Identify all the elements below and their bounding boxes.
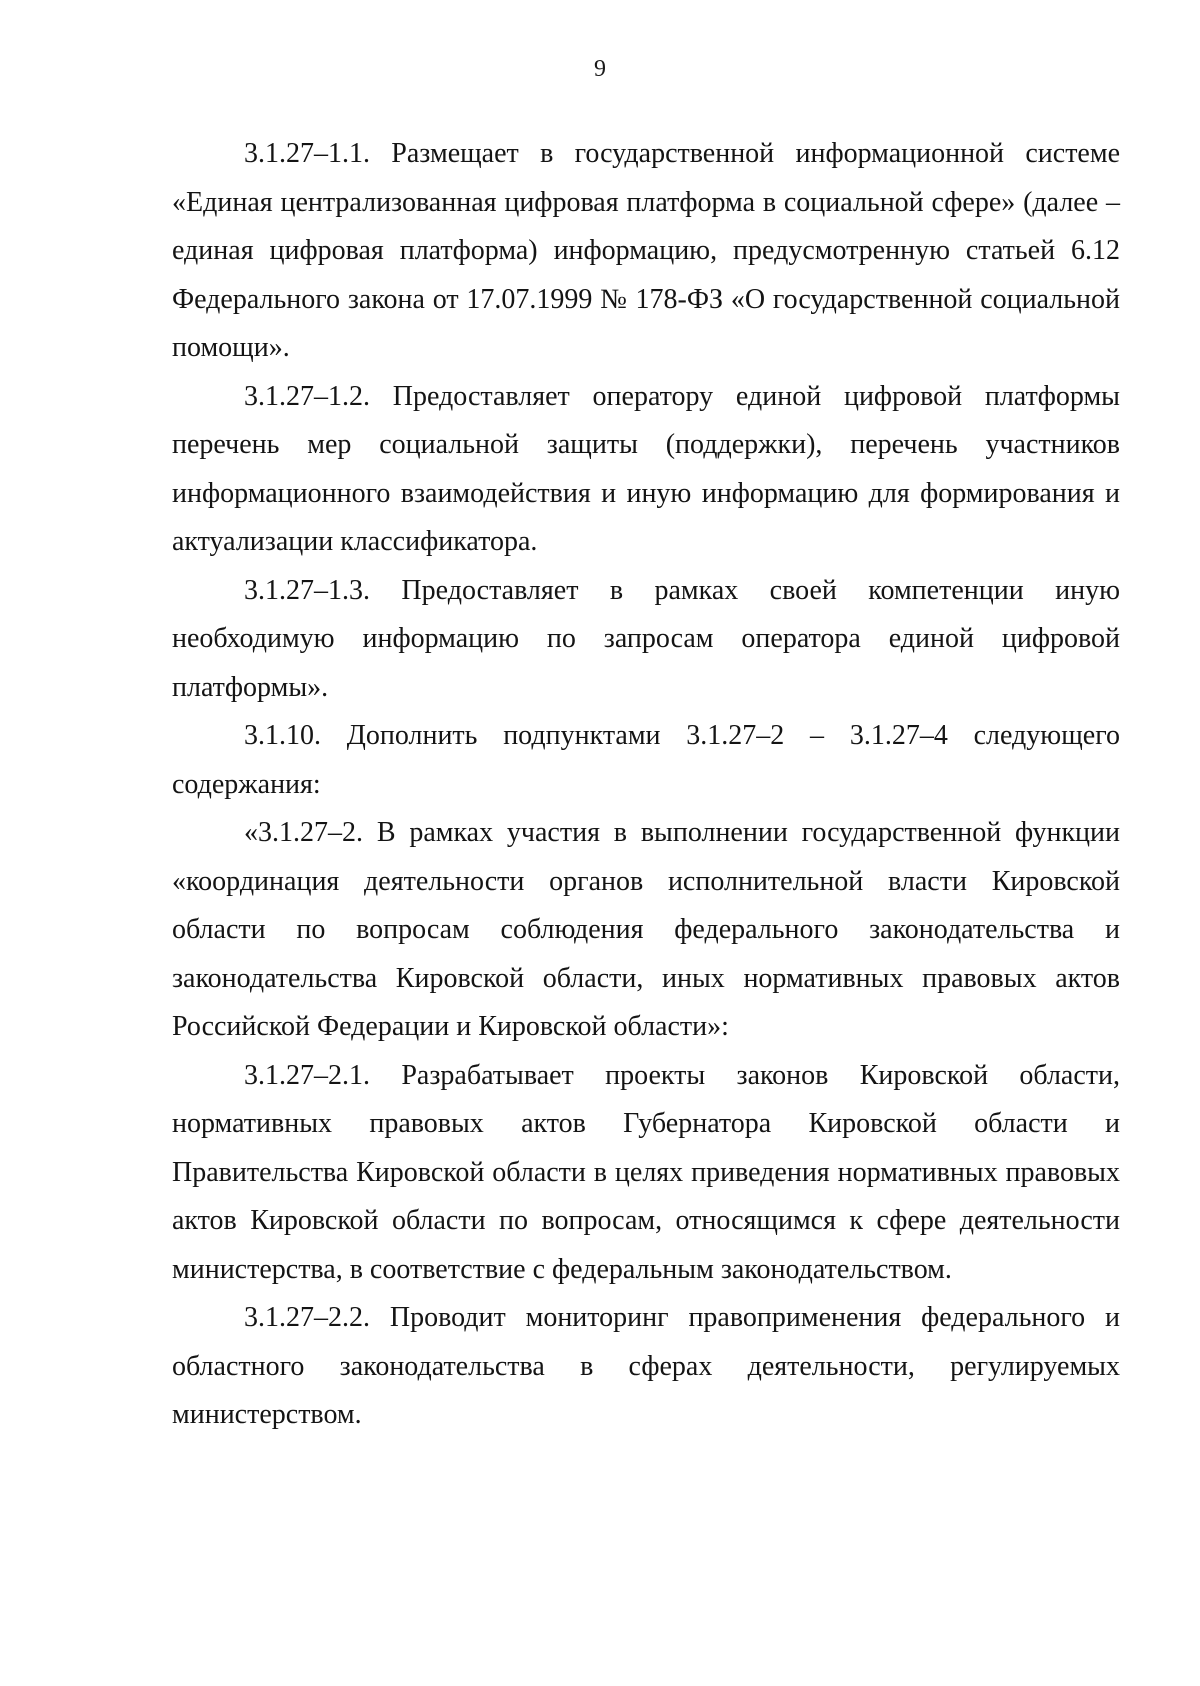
paragraph-3-1-27-1-3: 3.1.27–1.3. Предоставляет в рамках своей компетенции иную необходимую информацию по запросам оператора единой цифровой платформы». xyxy=(172,574,1120,703)
paragraph-3-1-27-2: «3.1.27–2. В рамках участия в выполнении государственной функции «координация деятельности органов исполнительной власти Кировской области по вопросам соблюдения федерального законодательства и законодательства Кировской области, иных нормативных правовых актов Российской Федерации и Кировской области»: xyxy=(172,817,1120,1042)
paragraph-3-1-27-2-2: 3.1.27–2.2. Проводит мониторинг правоприменения федерального и областного законодательства в сферах деятельности, регулируемых министерством. xyxy=(172,1302,1120,1430)
paragraph-3-1-27-2-1: 3.1.27–2.1. Разрабатывает проекты законов Кировской области, нормативных правовых актов Губернатора Кировской области и Правительства Кировской области в целях приведения нормативных правовых актов Кировской области по вопросам, относящимся к сфере деятельности министерства, в соответствие с федеральным законодательством. xyxy=(172,1059,1120,1285)
paragraph-3-1-27-1-2: 3.1.27–1.2. Предоставляет оператору единой цифровой платформы перечень мер социальной защиты (поддержки), перечень участников информационного взаимодействия и иную информацию для формирования и актуализации классификатора. xyxy=(172,380,1120,557)
paragraph-3-1-10: 3.1.10. Дополнить подпунктами 3.1.27–2 – 3.1.27–4 следующего содержания: xyxy=(172,720,1120,800)
page-number: 9 xyxy=(594,56,606,82)
paragraph-3-1-27-1-1: 3.1.27–1.1. Размещает в государственной информационной системе «Единая централизованная цифровая платформа в социальной сфере» (далее – единая цифровая платформа) информацию, предусмотренную статьей 6.12 Федерального закона от 17.07.1999 № 178-ФЗ «О государственной социальной помощи». xyxy=(172,138,1120,363)
document-body xyxy=(172,130,1120,1440)
